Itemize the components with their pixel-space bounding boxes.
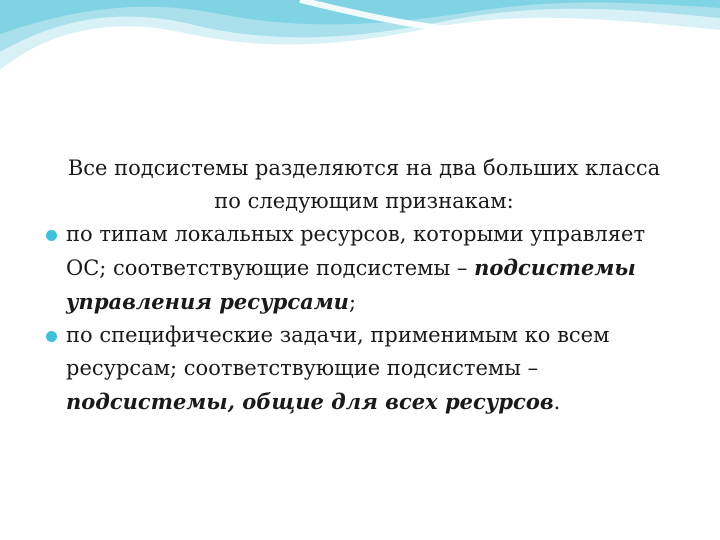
- bullet-list: [44, 218, 684, 419]
- bullet-text: [66, 218, 684, 319]
- header-wave-decoration: [0, 0, 720, 90]
- bullet-dot-icon: [46, 230, 57, 241]
- bullet-item: [44, 218, 684, 319]
- bullet-plain-text: по типам локальных ресурсов, которыми управляет ОС; соответствующие подсистемы –: [66, 222, 646, 280]
- bullet-plain-text: по специфические задачи, применимым ко всем ресурсам; соответствующие подсистемы –: [66, 323, 610, 380]
- intro-line-1: Все подсистемы разделяются на два больших класса: [67, 156, 661, 180]
- slide-body: [44, 152, 684, 419]
- intro-line-2: по следующим признакам:: [214, 189, 514, 213]
- bullet-text: [66, 319, 684, 419]
- bullet-tail-text: ;: [348, 290, 357, 314]
- bullet-item: [44, 319, 684, 419]
- bullet-emphasis-text: подсистемы, общие для всех ресурсов: [66, 389, 554, 414]
- bullet-dot-icon: [46, 331, 57, 342]
- intro-paragraph: [44, 152, 684, 218]
- bullet-tail-text: .: [553, 390, 561, 414]
- bullet-emphasis-text: подсистемы управления ресурсами: [66, 255, 636, 314]
